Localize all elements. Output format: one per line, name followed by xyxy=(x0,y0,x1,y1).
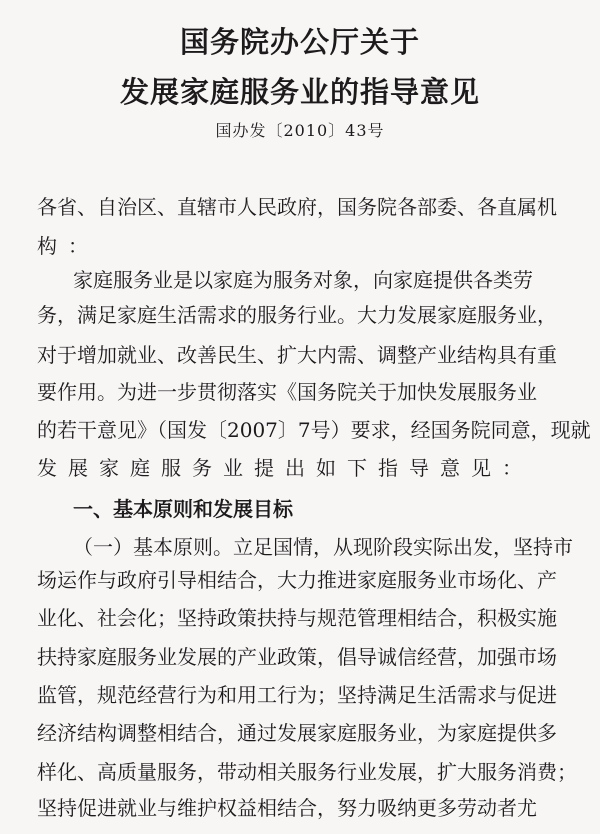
body-line: 家庭服务业是以家庭为服务对象，向家庭提供各类劳 xyxy=(73,268,533,292)
body-line: 业化、社会化；坚持政策扶持与规范管理相结合，积极实施 xyxy=(37,606,557,630)
body-line: 经济结构调整相结合，通过发展家庭服务业，为家庭提供多 xyxy=(37,721,557,745)
body-line: 坚持促进就业与维护权益相结合，努力吸纳更多劳动者尤 xyxy=(37,796,537,820)
body-line: 对于增加就业、改善民生、扩大内需、调整产业结构具有重 xyxy=(37,343,557,367)
section-heading: 一、基本原则和发展目标 xyxy=(73,497,293,521)
body-line: 场运作与政府引导相结合，大力推进家庭服务业市场化、产 xyxy=(37,568,557,592)
document-title-line-2: 发展家庭服务业的指导意见 xyxy=(119,75,480,109)
addressee-line: 构： xyxy=(37,234,99,258)
body-line: 要作用。为进一步贯彻落实《国务院关于加快发展服务业 xyxy=(37,380,537,404)
document-title-line-1: 国务院办公厅关于 xyxy=(179,25,420,59)
body-line: （一）基本原则。立足国情，从现阶段实际出发，坚持市 xyxy=(73,535,573,559)
body-line: 监管，规范经营行为和用工行为；坚持满足生活需求与促进 xyxy=(37,683,557,707)
document-number: 国办发〔2010〕43号 xyxy=(215,121,385,140)
addressee-line: 各省、自治区、直辖市人民政府，国务院各部委、各直属机 xyxy=(37,195,557,219)
body-line: 务，满足家庭生活需求的服务行业。大力发展家庭服务业， xyxy=(37,303,557,327)
body-line: 的若干意见》（国发〔2007〕7号）要求，经国务院同意，现就 xyxy=(37,418,591,442)
body-line: 扶持家庭服务业发展的产业政策，倡导诚信经营，加强市场 xyxy=(37,645,557,669)
body-line: 发展家庭服务业提出如下指导意见： xyxy=(37,456,533,480)
body-line: 样化、高质量服务，带动相关服务行业发展，扩大服务消费； xyxy=(37,760,577,784)
